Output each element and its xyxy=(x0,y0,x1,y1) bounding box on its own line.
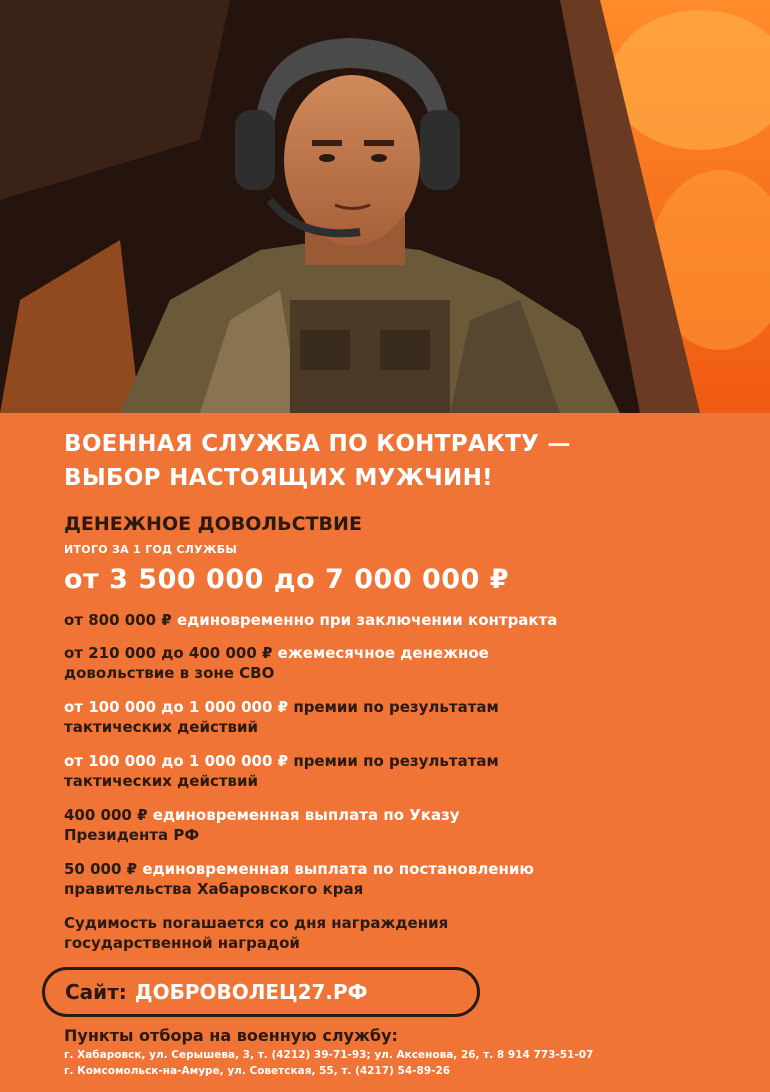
pay-item-3 xyxy=(64,697,499,737)
address-line-1: г. Хабаровск, ул. Серышева, 3, т. (4212) 39-71-93; ул. Аксенова, 26, т. 8 914 773-51-07 xyxy=(64,1049,594,1061)
pay-title: ДЕНЕЖНОЕ ДОВОЛЬСТВИЕ xyxy=(64,513,362,535)
pay-item-amount: 400 000 ₽ xyxy=(64,806,148,824)
headline-line-2: ВЫБОР НАСТОЯЩИХ МУЖЧИН! xyxy=(64,465,493,491)
conviction-line-1: Судимость погашается со дня награждения xyxy=(64,914,449,932)
pay-item-text: единовременная выплата по Указу xyxy=(152,806,460,824)
headline-line-1: ВОЕННАЯ СЛУЖБА ПО КОНТРАКТУ — xyxy=(64,431,571,457)
pay-item-6 xyxy=(64,859,534,899)
pay-item-amount: от 210 000 до 400 000 ₽ xyxy=(64,644,273,662)
pay-item-amount: от 100 000 до 1 000 000 ₽ xyxy=(64,698,289,716)
pay-item-text: премии по результатам xyxy=(293,752,499,770)
site-label: Сайт: xyxy=(65,980,127,1004)
pay-item-text: единовременная выплата по постановлению xyxy=(142,860,534,878)
pay-item-line2: Президента РФ xyxy=(64,826,200,844)
pay-item-1 xyxy=(64,610,557,630)
pay-item-line2: тактических действий xyxy=(64,718,259,736)
conviction-note xyxy=(64,913,448,953)
soldier-illustration xyxy=(0,0,770,413)
points-title: Пункты отбора на военную службу: xyxy=(64,1026,398,1045)
pay-item-text: премии по результатам xyxy=(293,698,499,716)
pay-item-line2: правительства Хабаровского края xyxy=(64,880,364,898)
pay-item-amount: от 800 000 ₽ xyxy=(64,611,172,629)
pay-item-text: единовременно при заключении контракта xyxy=(176,611,558,629)
pay-item-line2: довольствие в зоне СВО xyxy=(64,664,275,682)
pay-item-4 xyxy=(64,751,499,791)
pay-item-amount: от 100 000 до 1 000 000 ₽ xyxy=(64,752,289,770)
pay-item-5 xyxy=(64,805,460,845)
pay-total: от 3 500 000 до 7 000 000 ₽ xyxy=(64,564,510,595)
pay-item-line2: тактических действий xyxy=(64,772,259,790)
address-line-2: г. Комсомольск-на-Амуре, ул. Советская, 55, т. (4217) 54-89-26 xyxy=(64,1065,451,1077)
conviction-line-2: государственной наградой xyxy=(64,934,300,952)
pay-subtitle: ИТОГО ЗА 1 ГОД СЛУЖБЫ xyxy=(64,543,238,556)
hero-illustration xyxy=(0,0,770,413)
site-url[interactable]: ДОБРОВОЛЕЦ27.РФ xyxy=(134,980,368,1004)
pay-item-text: ежемесячное денежное xyxy=(277,644,489,662)
pay-item-2 xyxy=(64,643,489,683)
site-link[interactable] xyxy=(42,967,480,1017)
pay-item-amount: 50 000 ₽ xyxy=(64,860,138,878)
